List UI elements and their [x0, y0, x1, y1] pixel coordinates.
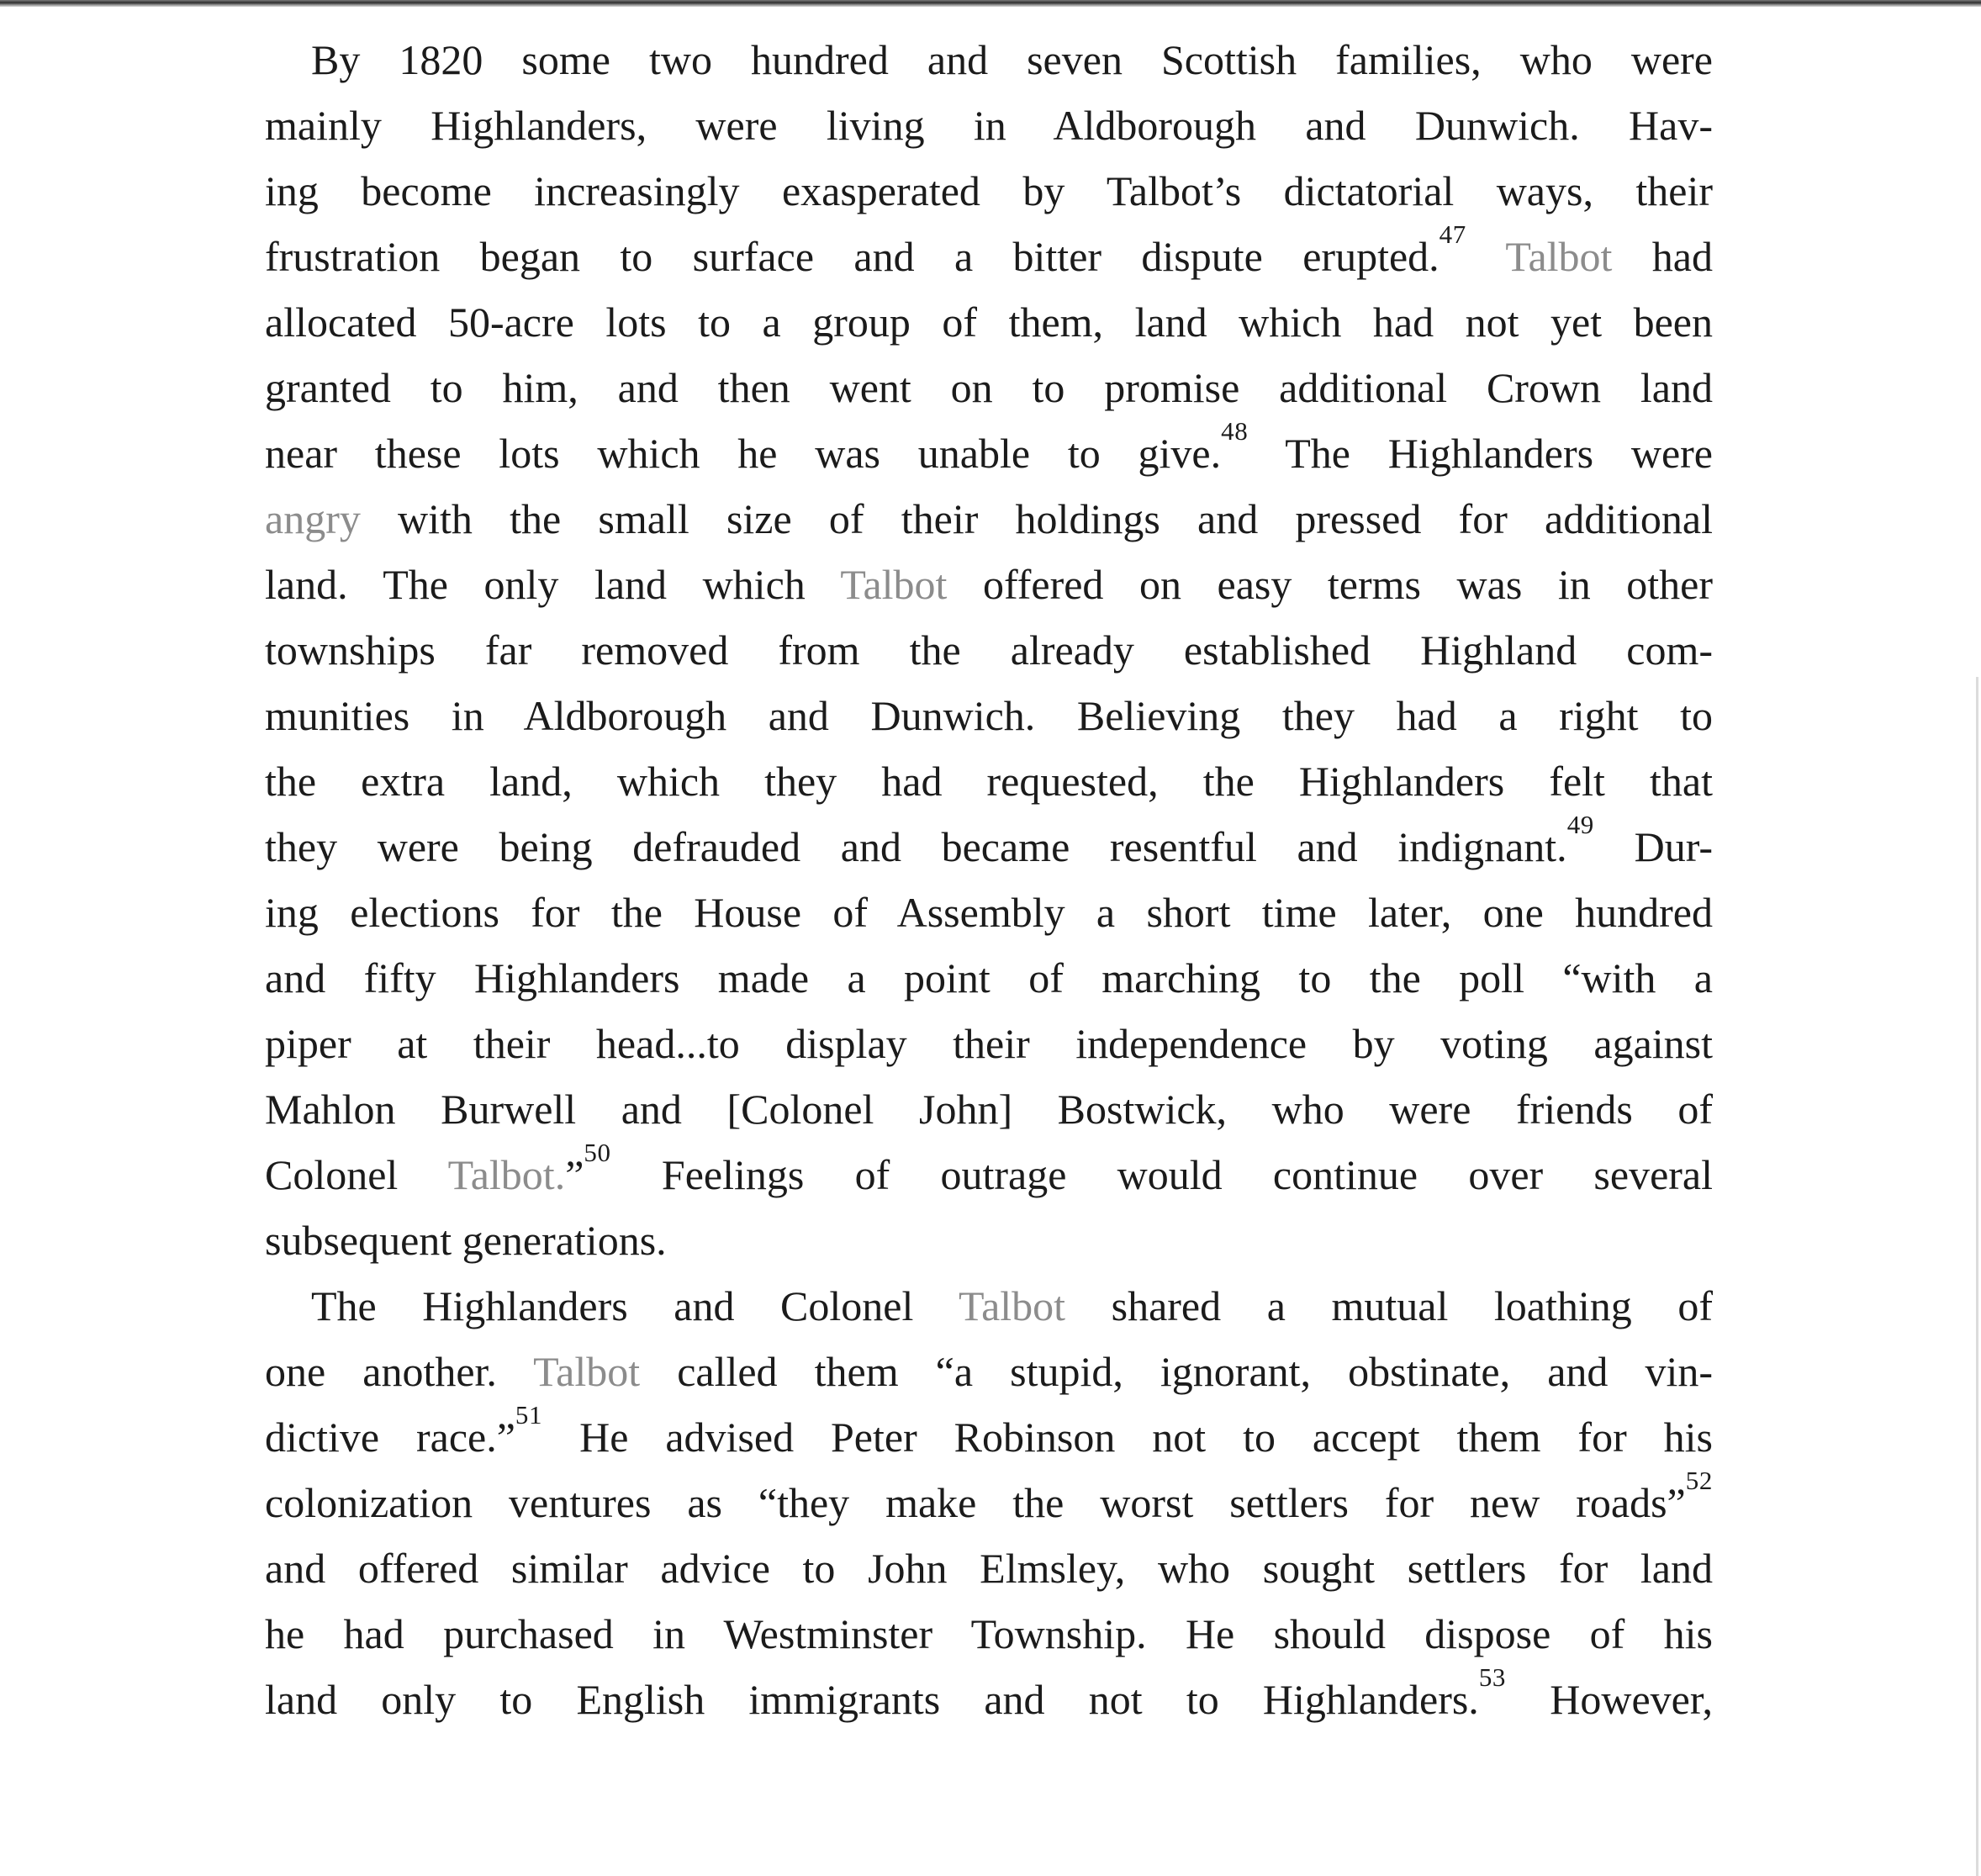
footnote-reference: 47: [1439, 219, 1466, 250]
text-segment: townships far removed from the already established Highland com-: [265, 626, 1713, 674]
text-segment: they were being defrauded and became resentful and indignant.: [265, 823, 1567, 870]
text-line: [265, 1208, 1713, 1273]
text-segment: near these lots which he was unable to give.: [265, 430, 1222, 477]
paragraph: [265, 27, 1713, 1273]
text-line: [265, 1076, 1713, 1142]
footnote-reference: 51: [515, 1400, 543, 1430]
footnote-reference: 48: [1221, 416, 1249, 447]
text-line: [265, 289, 1713, 355]
text-segment: piper at their head...to display their independence by voting against: [265, 1020, 1713, 1067]
text-segment: frustration began to surface and a bitter dispute erupted.: [265, 233, 1440, 280]
text-segment: allocated 50-acre lots to a group of them, land which had not yet been: [265, 299, 1713, 346]
text-line: [265, 748, 1713, 814]
text-segment: subsequent generations.: [265, 1217, 667, 1264]
text-line: [265, 1466, 1713, 1535]
text-segment: granted to him, and then went on to promise additional Crown land: [265, 364, 1713, 411]
text-line: [265, 945, 1713, 1011]
book-page-text: [265, 27, 1713, 1732]
paragraph: [265, 1273, 1713, 1732]
text-segment: By 1820 some two hundred and seven Scottish families, who were: [311, 36, 1713, 83]
text-segment: one another.: [265, 1348, 534, 1395]
text-segment: Colonel: [265, 1151, 448, 1198]
footnote-reference: 50: [584, 1138, 611, 1168]
text-segment: ing elections for the House of Assembly a short time later, one hundred: [265, 889, 1713, 936]
text-segment: The Highlanders and Colonel: [311, 1282, 959, 1329]
text-segment: land only to English immigrants and not to Highlanders.: [265, 1676, 1479, 1723]
text-segment: and offered similar advice to John Elmsley, who sought settlers for land: [265, 1545, 1713, 1592]
text-segment: Feelings of outrage would continue over several: [610, 1151, 1713, 1198]
highlighted-word: Talbot.: [447, 1151, 566, 1198]
text-segment: the extra land, which they had requested, the Highlanders felt that: [265, 758, 1713, 805]
text-segment: Dur-: [1593, 823, 1713, 870]
text-line: [265, 486, 1713, 552]
text-line: [265, 92, 1713, 158]
text-segment: with the small size of their holdings and pressed for additional: [360, 495, 1713, 542]
text-line: [265, 683, 1713, 748]
text-segment: Mahlon Burwell and [Colonel John] Bostwick, who were friends of: [265, 1086, 1713, 1133]
text-segment: offered on easy terms was in other: [947, 561, 1713, 608]
text-segment: dictive race.”: [265, 1414, 515, 1461]
text-line: [265, 416, 1714, 486]
text-segment: [1466, 233, 1505, 280]
text-line: [265, 1601, 1713, 1667]
text-line: [265, 355, 1713, 420]
text-line: [265, 219, 1713, 289]
text-segment: land. The only land which: [265, 561, 841, 608]
highlighted-word: Talbot: [533, 1348, 641, 1395]
text-line: [265, 1535, 1713, 1601]
text-segment: ”: [565, 1151, 584, 1198]
text-segment: called them “a stupid, ignorant, obstinate, and vin-: [640, 1348, 1713, 1395]
text-segment: he had purchased in Westminster Township. He should dispose of his: [265, 1610, 1713, 1657]
text-line: [265, 158, 1713, 224]
highlighted-word: Talbot: [959, 1282, 1066, 1329]
text-segment: The Highlanders were: [1248, 430, 1714, 477]
text-line: [265, 1400, 1714, 1470]
text-line: [265, 880, 1713, 945]
text-line: [265, 1273, 1713, 1339]
text-segment: had: [1612, 233, 1713, 280]
footnote-reference: 53: [1478, 1662, 1507, 1693]
footnote-reference: 49: [1566, 810, 1594, 840]
highlighted-word: Talbot: [840, 561, 948, 608]
text-line: [265, 27, 1713, 92]
text-segment: He advised Peter Robinson not to accept them for his: [542, 1414, 1714, 1461]
text-line: [265, 1662, 1714, 1732]
text-line: [265, 617, 1713, 683]
text-line: [265, 1138, 1713, 1208]
footnote-reference: 52: [1685, 1466, 1713, 1496]
text-segment: colonization ventures as “they make the worst settlers for new roads”: [265, 1479, 1686, 1526]
right-edge-line: [1976, 677, 1978, 1876]
text-line: [265, 1339, 1713, 1404]
highlighted-word: Talbot: [1505, 233, 1613, 280]
text-segment: However,: [1506, 1676, 1714, 1723]
highlighted-word: angry: [265, 495, 361, 542]
text-line: [265, 810, 1713, 880]
text-line: [265, 1011, 1713, 1076]
window-top-border: [0, 0, 1981, 7]
text-segment: munities in Aldborough and Dunwich. Believing they had a right to: [265, 692, 1713, 739]
text-line: [265, 552, 1713, 617]
text-segment: mainly Highlanders, were living in Aldborough and Dunwich. Hav-: [265, 102, 1713, 149]
text-segment: shared a mutual loathing of: [1065, 1282, 1713, 1329]
text-segment: ing become increasingly exasperated by Talbot’s dictatorial ways, their: [265, 167, 1713, 214]
text-segment: and fifty Highlanders made a point of marching to the poll “with a: [265, 954, 1713, 1001]
